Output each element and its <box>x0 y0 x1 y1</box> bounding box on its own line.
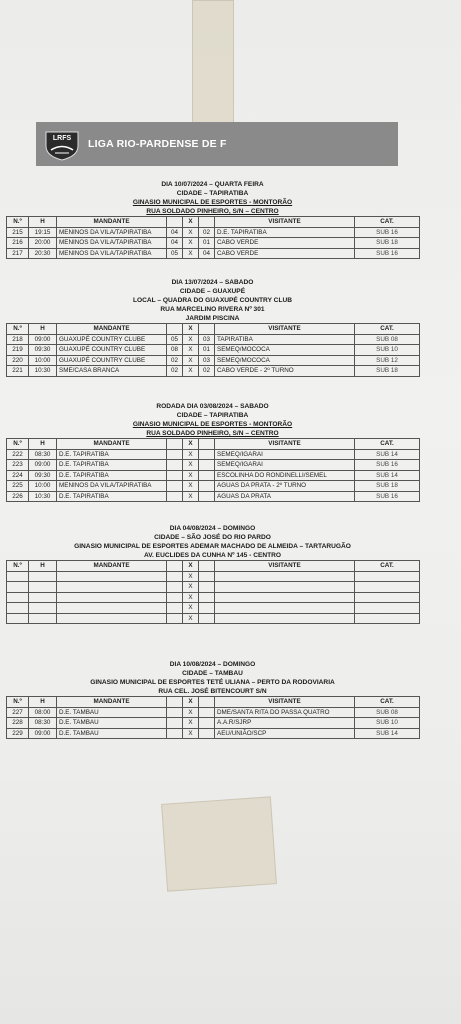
column-header-hour: H <box>29 324 57 335</box>
info-line: GINASIO MUNICIPAL DE ESPORTES TETÉ ULIANA – PERTO DA RODOVIARIA <box>90 679 335 686</box>
match-time: 10:30 <box>29 491 57 502</box>
info-line: JARDIM PISCINA <box>185 315 240 322</box>
match-number: 225 <box>7 481 29 492</box>
info-line: CIDADE – TAPIRATIBA <box>176 412 249 419</box>
table-row <box>7 227 420 238</box>
away-score <box>199 613 215 624</box>
match-time <box>29 603 57 614</box>
versus-x: X <box>183 248 199 259</box>
column-header-number: N.º <box>7 324 29 335</box>
match-number: 228 <box>7 718 29 729</box>
fixtures-table <box>6 216 420 259</box>
info-line: RODADA DIA 03/08/2024 – SABADO <box>156 403 269 410</box>
match-number <box>7 582 29 593</box>
info-line: CIDADE – SÃO JOSÉ DO RIO PARDO <box>154 534 271 541</box>
home-score: 02 <box>167 366 183 377</box>
column-header-x: X <box>183 697 199 708</box>
column-header-away: VISITANTE <box>215 439 355 450</box>
category: SUB 16 <box>355 227 420 238</box>
fixtures-table <box>6 560 420 624</box>
home-team <box>57 571 167 582</box>
table-row <box>7 707 420 718</box>
info-line: CIDADE – GUAXUPÉ <box>179 288 246 295</box>
match-number: 220 <box>7 355 29 366</box>
info-line: DIA 04/08/2024 – DOMINGO <box>169 525 256 532</box>
match-time: 09:00 <box>29 460 57 471</box>
home-team: GUAXUPÉ COUNTRY CLUBE <box>57 345 167 356</box>
away-team: CABO VERDE - 2º TURNO <box>215 366 355 377</box>
home-score <box>167 582 183 593</box>
column-header-home-score <box>167 217 183 228</box>
away-team: TAPIRATIBA <box>215 334 355 345</box>
match-time <box>29 582 57 593</box>
home-team: D.E. TAMBAU <box>57 728 167 739</box>
match-time: 20:00 <box>29 238 57 249</box>
away-team: SEMEQ/MOCOCA <box>215 355 355 366</box>
column-header-home: MANDANTE <box>57 561 167 572</box>
table-row <box>7 728 420 739</box>
away-score <box>199 728 215 739</box>
match-number <box>7 571 29 582</box>
section-info <box>6 278 419 323</box>
column-header-x: X <box>183 561 199 572</box>
versus-x: X <box>183 366 199 377</box>
away-score <box>199 481 215 492</box>
league-header <box>36 122 398 166</box>
info-line: RUA MARCELINO RIVERA Nº 301 <box>160 306 265 313</box>
match-number: 215 <box>7 227 29 238</box>
category: SUB 16 <box>355 460 420 471</box>
category: SUB 18 <box>355 481 420 492</box>
column-header-away: VISITANTE <box>215 697 355 708</box>
column-header-away-score <box>199 324 215 335</box>
info-line: CIDADE – TAPIRATIBA <box>176 190 249 197</box>
match-number <box>7 603 29 614</box>
fixtures-table <box>6 696 420 739</box>
home-score <box>167 728 183 739</box>
home-team: MENINOS DA VILA/TAPIRATIBA <box>57 481 167 492</box>
home-score <box>167 481 183 492</box>
home-score <box>167 449 183 460</box>
versus-x: X <box>183 592 199 603</box>
home-team <box>57 603 167 614</box>
section-info <box>6 402 419 438</box>
column-header-hour: H <box>29 561 57 572</box>
column-header-hour: H <box>29 697 57 708</box>
category: SUB 10 <box>355 718 420 729</box>
column-header-home: MANDANTE <box>57 697 167 708</box>
table-row <box>7 592 420 603</box>
away-team: D.E. TAPIRATIBA <box>215 227 355 238</box>
away-team <box>215 571 355 582</box>
table-header-row <box>7 561 420 572</box>
match-time <box>29 571 57 582</box>
match-number: 229 <box>7 728 29 739</box>
home-score: 05 <box>167 248 183 259</box>
away-team <box>215 613 355 624</box>
info-line: GINASIO MUNICIPAL DE ESPORTES - MONTORÃO <box>132 199 293 206</box>
match-number: 226 <box>7 491 29 502</box>
home-team: D.E. TAPIRATIBA <box>57 449 167 460</box>
versus-x: X <box>183 481 199 492</box>
column-header-category: CAT. <box>355 324 420 335</box>
home-team: MENINOS DA VILA/TAPIRATIBA <box>57 227 167 238</box>
column-header-home-score <box>167 697 183 708</box>
table-row <box>7 470 420 481</box>
away-score <box>199 571 215 582</box>
column-header-x: X <box>183 324 199 335</box>
away-score <box>199 470 215 481</box>
column-header-home-score <box>167 324 183 335</box>
info-line: RUA SOLDADO PINHEIRO, S/N – CENTRO <box>146 430 279 437</box>
away-score <box>199 582 215 593</box>
match-time: 09:30 <box>29 470 57 481</box>
column-header-category: CAT. <box>355 697 420 708</box>
match-time: 09:00 <box>29 334 57 345</box>
away-team: A.A.R/SJRP <box>215 718 355 729</box>
match-number: 227 <box>7 707 29 718</box>
home-score: 02 <box>167 355 183 366</box>
match-section-2 <box>6 278 419 377</box>
match-time <box>29 613 57 624</box>
table-row <box>7 460 420 471</box>
info-line: DIA 13/07/2024 – SABADO <box>171 279 254 286</box>
versus-x: X <box>183 345 199 356</box>
table-row <box>7 334 420 345</box>
column-header-x: X <box>183 217 199 228</box>
away-team: CABO VERDE <box>215 238 355 249</box>
column-header-away-score <box>199 561 215 572</box>
column-header-away: VISITANTE <box>215 217 355 228</box>
home-team: GUAXUPÉ COUNTRY CLUBE <box>57 334 167 345</box>
versus-x: X <box>183 449 199 460</box>
home-score <box>167 592 183 603</box>
match-section-3 <box>6 402 419 502</box>
away-team <box>215 603 355 614</box>
table-row <box>7 603 420 614</box>
match-number: 221 <box>7 366 29 377</box>
table-header-row <box>7 697 420 708</box>
section-info <box>6 180 419 216</box>
table-row <box>7 248 420 259</box>
table-header-row <box>7 439 420 450</box>
fixtures-table <box>6 323 420 377</box>
match-number: 224 <box>7 470 29 481</box>
away-team: SEMEQ/IGARAI <box>215 449 355 460</box>
home-score: 04 <box>167 227 183 238</box>
column-header-away-score <box>199 217 215 228</box>
versus-x: X <box>183 460 199 471</box>
versus-x: X <box>183 613 199 624</box>
home-team: D.E. TAMBAU <box>57 707 167 718</box>
table-row <box>7 449 420 460</box>
info-line: RUA CEL. JOSÉ BITENCOURT S/N <box>158 688 267 695</box>
away-score <box>199 603 215 614</box>
away-team: AGUAS DA PRATA - 2º TURNO <box>215 481 355 492</box>
category: SUB 18 <box>355 238 420 249</box>
column-header-number: N.º <box>7 439 29 450</box>
home-team <box>57 613 167 624</box>
match-time: 08:30 <box>29 449 57 460</box>
away-team: SEMEQ/IGARAI <box>215 460 355 471</box>
table-row <box>7 345 420 356</box>
table-row <box>7 355 420 366</box>
category: SUB 14 <box>355 449 420 460</box>
section-info <box>6 660 419 696</box>
category: SUB 14 <box>355 470 420 481</box>
away-score <box>199 491 215 502</box>
table-header-row <box>7 217 420 228</box>
home-team: D.E. TAMBAU <box>57 718 167 729</box>
category <box>355 613 420 624</box>
away-team: AEU/UNIÃO/SCP <box>215 728 355 739</box>
home-score <box>167 718 183 729</box>
away-team: SEMEQ/MOCOCA <box>215 345 355 356</box>
home-score <box>167 491 183 502</box>
column-header-x: X <box>183 439 199 450</box>
category <box>355 603 420 614</box>
away-team <box>215 592 355 603</box>
versus-x: X <box>183 491 199 502</box>
home-score <box>167 571 183 582</box>
home-team: SME/CASA BRANCA <box>57 366 167 377</box>
column-header-category: CAT. <box>355 217 420 228</box>
away-team: CABO VERDE <box>215 248 355 259</box>
away-team: ESCOLINHA DO RONDINELLI/SEMEL <box>215 470 355 481</box>
category: SUB 16 <box>355 491 420 502</box>
column-header-number: N.º <box>7 561 29 572</box>
column-header-category: CAT. <box>355 561 420 572</box>
home-team: MENINOS DA VILA/TAPIRATIBA <box>57 248 167 259</box>
column-header-number: N.º <box>7 217 29 228</box>
category: SUB 08 <box>355 707 420 718</box>
column-header-hour: H <box>29 217 57 228</box>
match-time: 10:30 <box>29 366 57 377</box>
match-number: 216 <box>7 238 29 249</box>
away-team <box>215 582 355 593</box>
column-header-category: CAT. <box>355 439 420 450</box>
versus-x: X <box>183 227 199 238</box>
match-time: 10:00 <box>29 481 57 492</box>
away-score: 01 <box>199 238 215 249</box>
away-score: 03 <box>199 334 215 345</box>
table-header-row <box>7 324 420 335</box>
match-time: 20:30 <box>29 248 57 259</box>
home-team: GUAXUPÉ COUNTRY CLUBE <box>57 355 167 366</box>
table-row <box>7 613 420 624</box>
fixtures-table <box>6 438 420 502</box>
versus-x: X <box>183 334 199 345</box>
info-line: GINASIO MUNICIPAL DE ESPORTES - MONTORÃO <box>132 421 293 428</box>
table-row <box>7 582 420 593</box>
home-team: D.E. TAPIRATIBA <box>57 470 167 481</box>
versus-x: X <box>183 582 199 593</box>
match-time: 10:00 <box>29 355 57 366</box>
column-header-home: MANDANTE <box>57 439 167 450</box>
home-team: MENINOS DA VILA/TAPIRATIBA <box>57 238 167 249</box>
column-header-away: VISITANTE <box>215 324 355 335</box>
versus-x: X <box>183 355 199 366</box>
table-row <box>7 366 420 377</box>
home-team: D.E. TAPIRATIBA <box>57 491 167 502</box>
home-score <box>167 603 183 614</box>
info-line: AV. EUCLIDES DA CUNHA Nº 145 - CENTRO <box>143 552 282 559</box>
match-number <box>7 613 29 624</box>
category: SUB 16 <box>355 248 420 259</box>
match-section-4 <box>6 524 419 624</box>
column-header-away: VISITANTE <box>215 561 355 572</box>
category: SUB 08 <box>355 334 420 345</box>
category <box>355 592 420 603</box>
match-number: 222 <box>7 449 29 460</box>
versus-x: X <box>183 707 199 718</box>
home-score <box>167 707 183 718</box>
home-score <box>167 460 183 471</box>
versus-x: X <box>183 718 199 729</box>
away-score <box>199 449 215 460</box>
tape-bottom <box>161 796 277 891</box>
logo-text: LRFS <box>52 135 72 142</box>
home-team: D.E. TAPIRATIBA <box>57 460 167 471</box>
column-header-home: MANDANTE <box>57 217 167 228</box>
home-score <box>167 470 183 481</box>
match-number <box>7 592 29 603</box>
column-header-away-score <box>199 439 215 450</box>
home-score: 04 <box>167 238 183 249</box>
info-line: GINASIO MUNICIPAL DE ESPORTES ADEMAR MACHADO DE ALMEIDA – TARTARUGÃO <box>74 543 351 550</box>
versus-x: X <box>183 238 199 249</box>
category: SUB 18 <box>355 366 420 377</box>
away-team: DME/SANTA RITA DO PASSA QUATRO <box>215 707 355 718</box>
column-header-home-score <box>167 561 183 572</box>
away-score <box>199 718 215 729</box>
home-score: 08 <box>167 345 183 356</box>
match-number: 219 <box>7 345 29 356</box>
away-score: 02 <box>199 227 215 238</box>
versus-x: X <box>183 571 199 582</box>
home-score: 05 <box>167 334 183 345</box>
column-header-home-score <box>167 439 183 450</box>
home-team <box>57 582 167 593</box>
info-line: LOCAL – QUADRA DO GUAXUPÉ COUNTRY CLUB <box>133 297 292 304</box>
away-score <box>199 707 215 718</box>
versus-x: X <box>183 470 199 481</box>
home-team <box>57 592 167 603</box>
match-number: 223 <box>7 460 29 471</box>
match-time: 19:15 <box>29 227 57 238</box>
league-logo <box>42 126 82 162</box>
match-time: 09:30 <box>29 345 57 356</box>
column-header-away-score <box>199 697 215 708</box>
away-score <box>199 460 215 471</box>
match-number: 217 <box>7 248 29 259</box>
league-name: LIGA RIO-PARDENSE DE F <box>88 138 227 150</box>
match-time: 09:00 <box>29 728 57 739</box>
away-score: 01 <box>199 345 215 356</box>
table-row <box>7 238 420 249</box>
match-time <box>29 592 57 603</box>
table-row <box>7 718 420 729</box>
column-header-hour: H <box>29 439 57 450</box>
away-score: 02 <box>199 366 215 377</box>
match-time: 08:00 <box>29 707 57 718</box>
info-line: CIDADE – TAMBAU <box>182 670 243 677</box>
away-score: 03 <box>199 355 215 366</box>
category <box>355 582 420 593</box>
away-team: AGUAS DA PRATA <box>215 491 355 502</box>
info-line: RUA SOLDADO PINHEIRO, S/N – CENTRO <box>146 208 279 215</box>
info-line: DIA 10/08/2024 – DOMINGO <box>169 661 256 668</box>
match-time: 08:30 <box>29 718 57 729</box>
column-header-home: MANDANTE <box>57 324 167 335</box>
section-info <box>6 524 419 560</box>
column-header-number: N.º <box>7 697 29 708</box>
category <box>355 571 420 582</box>
versus-x: X <box>183 603 199 614</box>
category: SUB 12 <box>355 355 420 366</box>
category: SUB 10 <box>355 345 420 356</box>
table-row <box>7 481 420 492</box>
away-score: 04 <box>199 248 215 259</box>
versus-x: X <box>183 728 199 739</box>
table-row <box>7 491 420 502</box>
match-section-5 <box>6 660 419 739</box>
match-number: 218 <box>7 334 29 345</box>
match-section-1 <box>6 180 419 259</box>
table-row <box>7 571 420 582</box>
home-score <box>167 613 183 624</box>
info-line: DIA 10/07/2024 – QUARTA FEIRA <box>161 181 264 188</box>
category: SUB 14 <box>355 728 420 739</box>
away-score <box>199 592 215 603</box>
